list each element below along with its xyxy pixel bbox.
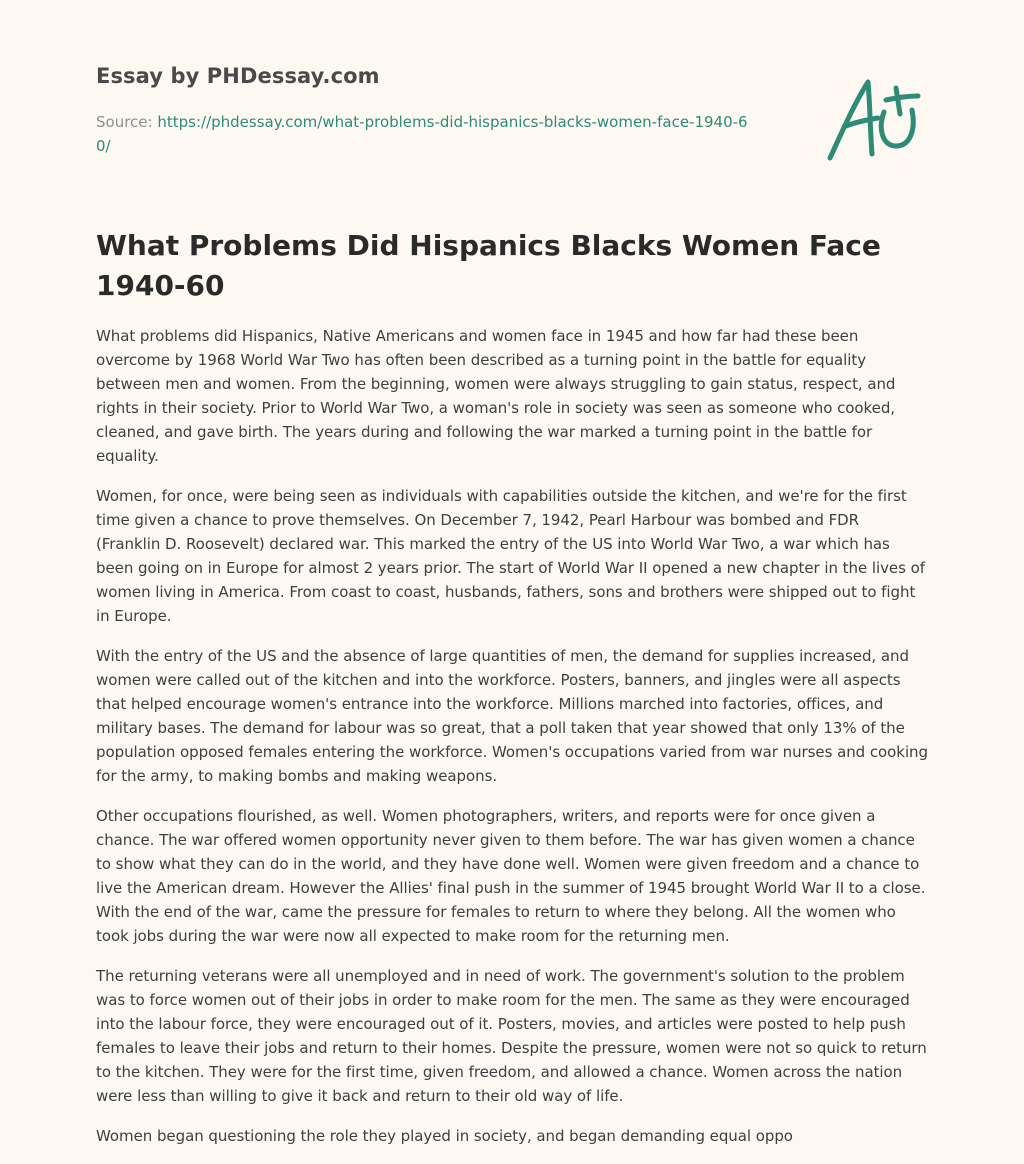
- source-line: [96, 110, 756, 158]
- site-title: Essay by PHDessay.com: [96, 64, 380, 88]
- essay-body: [96, 324, 928, 1164]
- source-label: Source:: [96, 113, 153, 131]
- essay-paragraph: What problems did Hispanics, Native Americans and women face in 1945 and how far had these been overcome by 1968 World War Two has often been described as a turning point in the battle for equality between men and women. From the beginning, women were always struggling to gain status, respect, and rights in their society. Prior to World War Two, a woman's role in society was seen as someone who cooked, cleaned, and gave birth. The years during and following the war marked a turning point in the battle for equality.: [96, 327, 896, 465]
- essay-title: What Problems Did Hispanics Blacks Women Face 1940-60: [96, 229, 881, 302]
- essay-paragraph: Women began questioning the role they played in society, and began demanding equal oppo: [96, 1127, 793, 1145]
- a-plus-logo-icon: [820, 70, 930, 170]
- source-link[interactable]: https://phdessay.com/what-problems-did-hispanics-blacks-women-face-1940-60/: [96, 113, 748, 155]
- essay-paragraph: Other occupations flourished, as well. Women photographers, writers, and reports were for once given a chance. The war offered women opportunity never given to them before. The war has given women a chance to show what they can do in the world, and they have done well. Women were given freedom and a chance to live the American dream. However the Allies' final push in the summer of 1945 brought World War II to a close. With the end of the war, came the pressure for females to return to where they belong. All the women who took jobs during the war were now all expected to make room for the returning men.: [96, 807, 926, 945]
- essay-paragraph: Women, for once, were being seen as individuals with capabilities outside the kitchen, and we're for the first time given a chance to prove themselves. On December 7, 1942, Pearl Harbour was bombed and FDR (Franklin D. Roosevelt) declared war. This marked the entry of the US into World War Two, a war which has been going on in Europe for almost 2 years prior. The start of World War II opened a new chapter in the lives of women living in America. From coast to coast, husbands, fathers, sons and brothers were shipped out to fight in Europe.: [96, 487, 925, 625]
- essay-paragraph: With the entry of the US and the absence of large quantities of men, the demand for supplies increased, and women were called out of the kitchen and into the workforce. Posters, banners, and jingles were all aspects that helped encourage women's entrance into the workforce. Millions marched into factories, offices, and military bases. The demand for labour was so great, that a poll taken that year showed that only 13% of the population opposed females entering the workforce. Women's occupations varied from war nurses and cooking for the army, to making bombs and making weapons.: [96, 647, 928, 785]
- essay-paragraph: The returning veterans were all unemployed and in need of work. The government's solution to the problem was to force women out of their jobs in order to make room for the men. The same as they were encouraged into the labour force, they were encouraged out of it. Posters, movies, and articles were posted to help push females to leave their jobs and return to their homes. Despite the pressure, women were not so quick to return to the kitchen. They were for the first time, given freedom, and allowed a chance. Women across the nation were less than willing to give it back and return to their old way of life.: [96, 967, 927, 1105]
